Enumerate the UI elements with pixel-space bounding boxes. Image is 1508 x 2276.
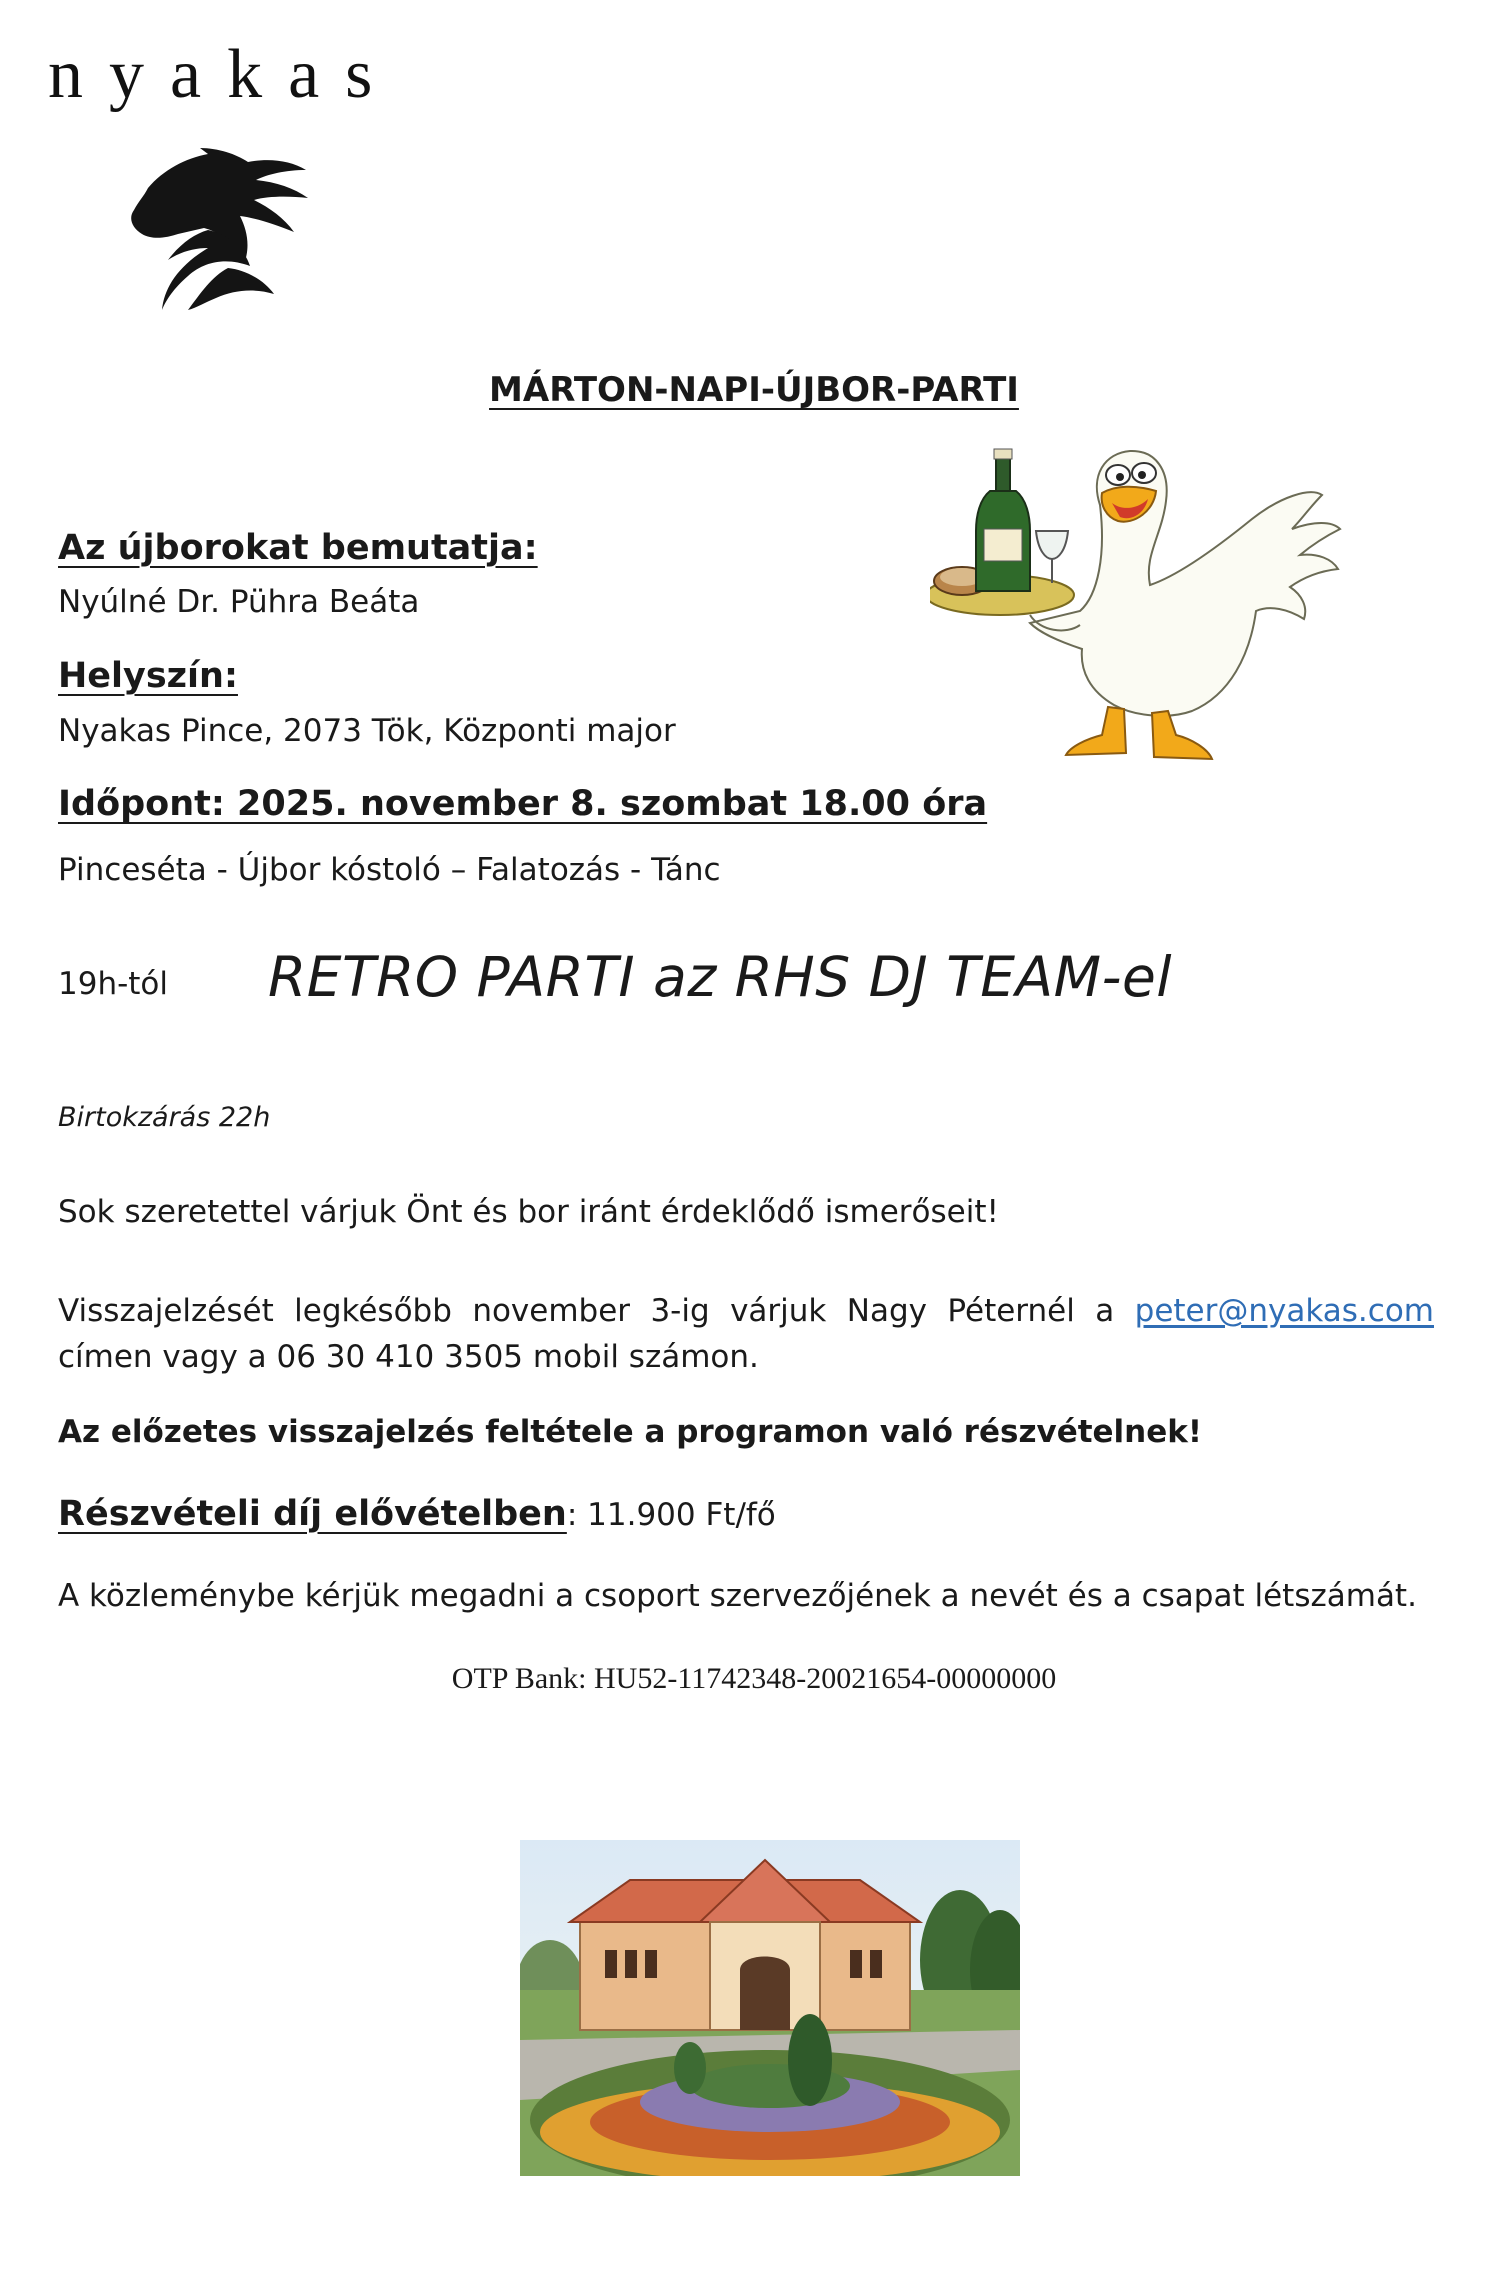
event-title: MÁRTON-NAPI-ÚJBOR-PARTI [489, 370, 1019, 410]
welcome-text: Sok szeretettel várjuk Önt és bor iránt érdeklődő ismerőseit! [58, 1194, 999, 1230]
rsvp-text [58, 1288, 1434, 1380]
winery-building-photo [520, 1840, 1020, 2176]
horse-head-icon [108, 148, 313, 310]
presenter-name: Nyúlné Dr. Pühra Beáta [58, 584, 420, 620]
retro-start-time: 19h-tól [58, 966, 169, 1002]
fee-value: : 11.900 Ft/fő [566, 1497, 776, 1533]
rsvp-before: Visszajelzését legkésőbb november 3-ig várjuk Nagy Péternél a [58, 1293, 1135, 1329]
bank-account: OTP Bank: HU52-11742348-20021654-00000000 [451, 1662, 1057, 1695]
datetime-label: Időpont: 2025. november 8. szombat 18.00 óra [58, 784, 988, 824]
payment-note: A közleménybe kérjük megadni a csoport szervezőjének a nevét és a csapat létszámát. [58, 1578, 1417, 1614]
rsvp-after: címen vagy a 06 30 410 3505 mobil számon. [58, 1339, 759, 1375]
fee-label: Részvételi díj elővételben [58, 1494, 567, 1534]
location-label: Helyszín: [58, 656, 238, 696]
program-text: Pinceséta - Újbor kóstoló – Falatozás - Tánc [58, 852, 721, 888]
condition-text: Az előzetes visszajelzés feltétele a programon való részvételnek! [58, 1414, 1203, 1450]
presenter-label: Az újborokat bemutatja: [58, 528, 538, 568]
retro-party-text: RETRO PARTI az RHS DJ TEAM-el [268, 945, 1173, 1009]
brand-name: nyakas [48, 36, 399, 113]
email-link[interactable]: peter@nyakas.com [1134, 1293, 1434, 1329]
fee-line [58, 1494, 776, 1534]
location-value: Nyakas Pince, 2073 Tök, Központi major [58, 713, 676, 749]
cartoon-goose-waiter-icon [930, 435, 1382, 780]
closing-time: Birtokzárás 22h [58, 1102, 271, 1133]
